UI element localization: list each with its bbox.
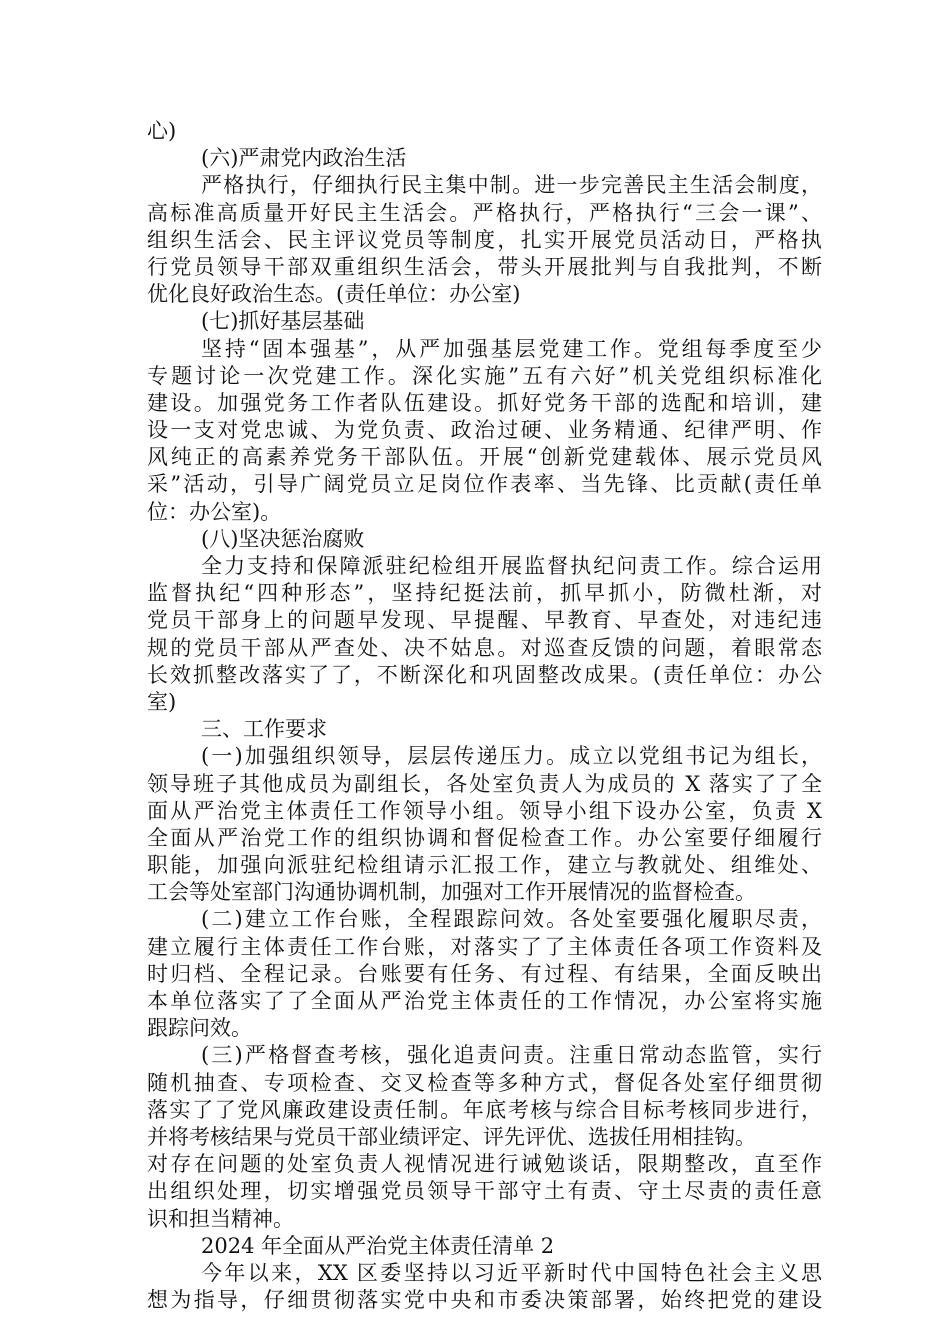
body-line: 面从严治党主体责任工作领导小组。领导小组下设办公室，负责 X <box>147 798 822 823</box>
body-line: 专题讨论一次党建工作。深化实施”五有六好”机关党组织标准化 <box>147 363 822 388</box>
body-line: 职能，加强向派驻纪检组请示汇报工作，建立与教就处、组维处、 <box>147 853 822 878</box>
body-line: 时归档、全程记录。台账要有任务、有过程、有结果，全面反映出 <box>147 961 822 986</box>
body-line: 识和担当精神。 <box>147 1206 294 1231</box>
body-line: 严格执行，仔细执行民主集中制。进一步完善民主生活会制度， <box>201 173 822 198</box>
body-line: 设一支对党忠诚、为党负责、政治过硬、业务精通、纪律严明、作 <box>147 418 822 443</box>
body-line: 建设。加强党务工作者队伍建设。抓好党务干部的选配和培训，建 <box>147 390 822 415</box>
body-line: 采”活动，引导广阔党员立足岗位作表率、当先锋、比贡献(责任单 <box>147 472 822 497</box>
body-line: 行党员领导干部双重组织生活会，带头开展批判与自我批判，不断 <box>147 254 822 279</box>
body-line: 全面从严治党工作的组织协调和督促检查工作。办公室要仔细履行 <box>147 825 822 850</box>
body-line: 组织生活会、民主评议党员等制度，扎实开展党员活动日，严格执 <box>147 227 822 252</box>
body-line: 监督执纪“四种形态”，坚持纪挺法前，抓早抓小，防微杜渐，对 <box>147 581 822 606</box>
body-line: 随机抽查、专项检查、交叉检查等多种方式，督促各处室仔细贯彻 <box>147 1070 822 1095</box>
body-line: 长效抓整改落实了了，不断深化和巩固整改成果。(责任单位：办公 <box>147 662 822 687</box>
body-line: 优化良好政治生态。(责任单位：办公室) <box>147 282 521 307</box>
body-line: 出组织处理，切实增强党员领导干部守土有责、守土尽责的责任意 <box>147 1179 822 1204</box>
body-line: 位：办公室)。 <box>147 499 282 524</box>
body-line: 本单位落实了了全面从严治党主体责任的工作情况，办公室将实施 <box>147 989 822 1013</box>
body-line: 对存在问题的处室负责人视情况进行诫勉谈话，限期整改，直至作 <box>147 1152 822 1177</box>
document-body <box>147 118 822 1314</box>
body-line: (一)加强组织领导，层层传递压力。成立以党组书记为组长， <box>201 744 822 769</box>
body-line: 想为指导，仔细贯彻落实党中央和市委决策部署，始终把党的建设 <box>147 1288 822 1313</box>
body-line: 室) <box>147 689 177 714</box>
document-subtitle: 2024 年全面从严治党主体责任清单 2 <box>201 1233 555 1258</box>
body-line: 工会等处室部门沟通协调机制，加强对工作开展情况的监督检查。 <box>147 880 756 905</box>
body-line: 跟踪问效。 <box>147 1016 252 1041</box>
section-heading: (六)严肃党内政治生活 <box>201 146 407 171</box>
body-line: 并将考核结果与党员干部业绩评定、评先评优、选拔任用相挂钩。 <box>147 1124 756 1149</box>
body-line: 坚持“固本强基”，从严加强基层党建工作。党组每季度至少 <box>201 336 822 361</box>
body-line: 领导班子其他成员为副组长，各处室负责人为成员的 X 落实了了全 <box>147 771 822 796</box>
section-heading: (七)抓好基层基础 <box>201 309 365 334</box>
body-line: 风纯正的高素养党务干部队伍。开展“创新党建载体、展示党员风 <box>147 445 822 470</box>
body-line: 落实了了党风廉政建设责任制。年底考核与综合目标考核同步进行， <box>147 1097 822 1122</box>
body-line: 党员干部身上的问题早发现、早提醒、早教育、早查处，对违纪违 <box>147 608 822 633</box>
body-line: 建立履行主体责任工作台账，对落实了了主体责任各项工作资料及 <box>147 934 822 959</box>
body-line: 高标准高质量开好民主生活会。严格执行，严格执行“三会一课”、 <box>147 200 822 225</box>
section-heading: 三、工作要求 <box>201 717 327 742</box>
body-line: 全力支持和保障派驻纪检组开展监督执纪问责工作。综合运用 <box>201 554 822 578</box>
body-line: 今年以来，XX 区委坚持以习近平新时代中国特色社会主义思 <box>201 1260 822 1285</box>
body-line: (二)建立工作台账，全程跟踪问效。各处室要强化履职尽责， <box>201 907 822 932</box>
section-heading: (八)坚决惩治腐败 <box>201 526 365 551</box>
body-line: 心) <box>147 119 177 143</box>
body-line: (三)严格督查考核，强化追责问责。注重日常动态监管，实行 <box>201 1043 822 1068</box>
body-line: 规的党员干部从严查处、决不姑息。对巡查反馈的问题，着眼常态 <box>147 635 822 660</box>
